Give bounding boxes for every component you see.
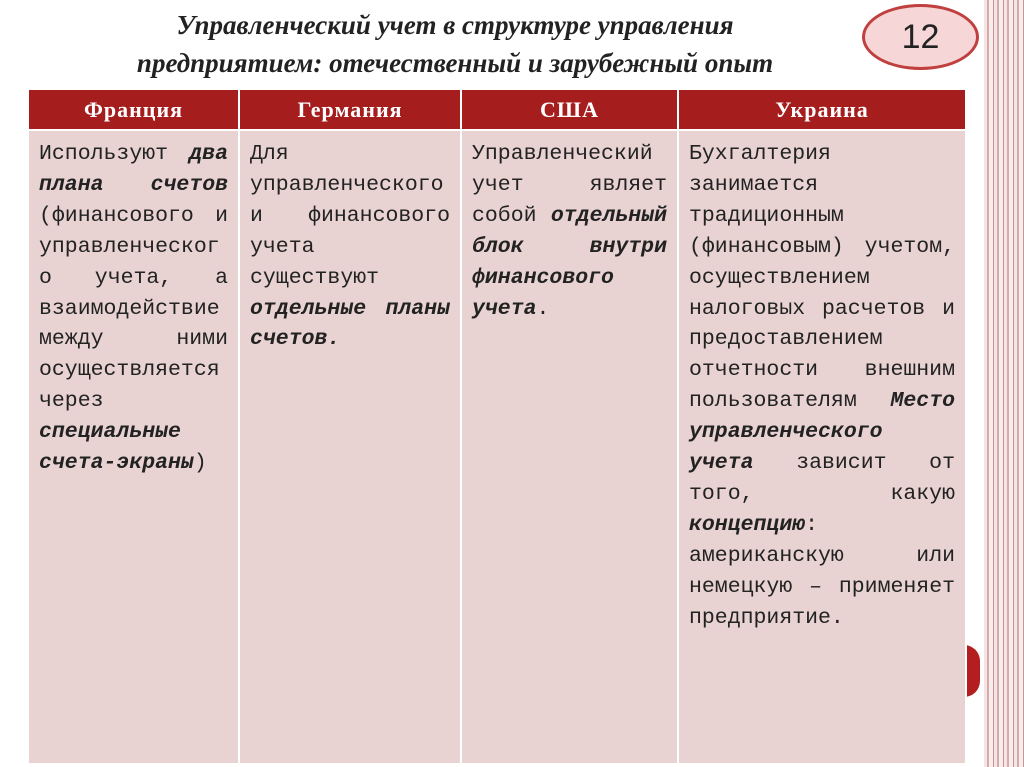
header-ukraine: Украина	[678, 89, 966, 130]
text: Управленческий учет являет собой	[472, 142, 667, 228]
header-france: Франция	[28, 89, 239, 130]
table-header-row	[28, 89, 966, 130]
text: Для управленческого и финансового учета существуют	[250, 142, 450, 290]
header-germany: Германия	[239, 89, 461, 130]
emphasis: Место управленческого учета	[689, 389, 955, 476]
text: зависит от того, какую	[689, 451, 955, 506]
emphasis: два плана счетов	[39, 142, 228, 197]
slide-number-badge: 12	[862, 4, 979, 70]
emphasis: отдельный блок внутри финансового учета	[472, 203, 667, 321]
text: )	[193, 451, 207, 476]
slide-title	[40, 6, 870, 82]
cell-ukraine	[678, 130, 966, 764]
emphasis: отдельные планы счетов.	[250, 296, 450, 352]
text: Бухгалтерия занимается традиционным (финансовым) учетом, осуществлением налоговых расчетов и предоставлением отчетности внешним пользователям	[689, 142, 955, 414]
emphasis: специальные счета-экраны	[39, 420, 194, 476]
text: (финансового и управленческого учета, а взаимодействие между ними осуществляется через	[39, 203, 228, 414]
slide-title-line-1: Управленческий учет в структуре управления	[176, 10, 734, 40]
slide-title-line-2: предприятием: отечественный и зарубежный опыт	[136, 48, 774, 78]
table-row	[28, 130, 966, 764]
cell-france	[28, 130, 239, 764]
cell-germany	[239, 130, 461, 764]
header-usa: США	[461, 89, 678, 130]
comparison-table	[27, 88, 967, 765]
text: .	[536, 296, 550, 321]
decorative-stripes	[984, 0, 1024, 767]
text: : американскую или немецкую – применяет предприятие.	[689, 512, 955, 630]
text: Используют	[39, 142, 190, 166]
cell-usa	[461, 130, 678, 764]
emphasis: концепцию	[689, 512, 806, 537]
